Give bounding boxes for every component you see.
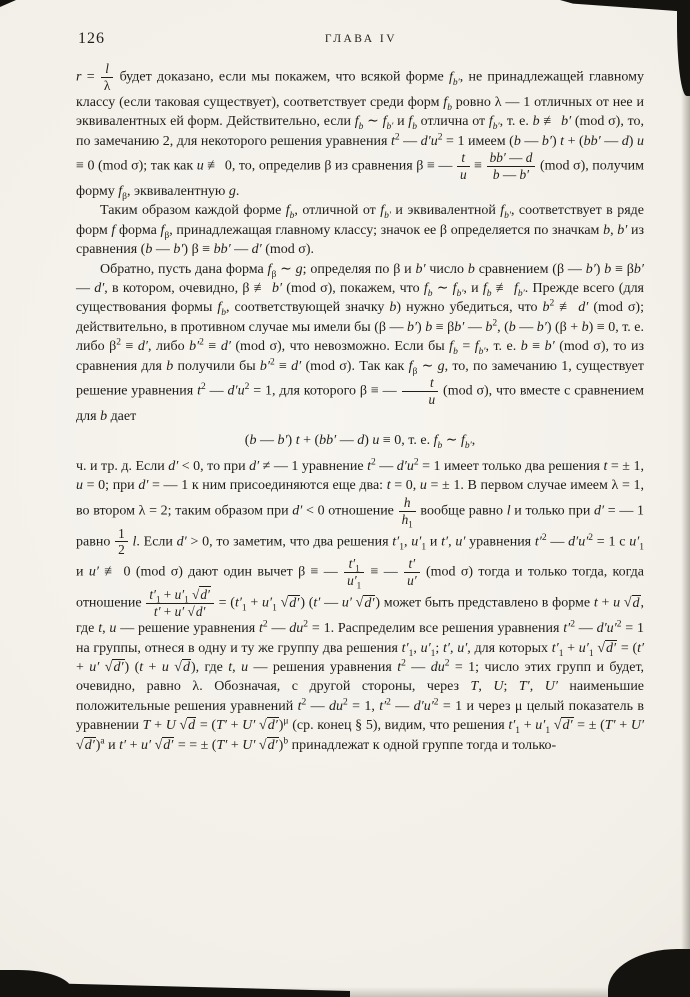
scan-artifact-top-right-band [560, 0, 690, 12]
scan-artifact-top-left [0, 0, 16, 7]
scan-artifact-bottom-right [608, 949, 690, 997]
paragraph-2: Таким образом каждой форме $f_b$, отличной от $f_{b'}$ и эквивалентной $f_{b'}$, соответствует в ряде форм f форма $f_\beta$, принадлежащая главному классу; значок ее β определяется по значкам b, b′ из сравнения (b — b′) β ≡ bb′ — d′ (mod σ). [76, 203, 645, 258]
page-edge-shadow-right [681, 0, 690, 997]
scan-artifact-top-right-edge [677, 0, 690, 96]
paragraph-1: r = $\frac{l}{\lambda}$ будет доказано, если мы покажем, что всякой форме $f_{b'}$, не принадлежащей главному классу (если таковая существует), соответствует среди форм $f_b$ ровно λ — 1 отличных от нее и эквивалентных ей форм. Действительно, если $f_b$ ∼ $f_{b'}$ и $f_b$ отлична от $f_{b'}$, т. е. b ≢ b′ (mod σ), то, по замечанию 2, для некоторого решения уравнения $t^2$ — $d'u^2 = 1$ имеем (b — b′) t + (bb′ — d) u ≡ 0 (mod σ); так как u ≢ 0, то, определив β из сравнения β ≡ — $\frac{t}{u}$ ≡ $\frac{bb' — d}{b — b'}$ (mod σ), получим форму $f_\beta$, эквивалентную g. [76, 61, 645, 202]
scan-artifact-bottom-left-corner [0, 970, 72, 997]
page-header [78, 30, 644, 50]
page-number: 126 [78, 30, 105, 47]
paragraph-4: ч. и тр. д. Если d′ < 0, то при d′ ≠ — 1 уравнение $t^2$ — $d'u^2 = 1$ имеет только два решения t = ± 1, u = 0; при d′ = — 1 к ним присоединяются еще два: t = 0, u = ± 1. В первом случае имеем λ = 1, во втором λ = 2; таким образом при d′ < 0 отношение $\frac{h}{h_1}$ вообще равно l и только при d′ = — 1 равно $\frac{1}{2}$ l. Если d′ > 0, то заметим, что два решения $t'_1$, $u'_1$ и t′, u′ уравнения $t'^2$ — $d'u'^2 = 1$ с $u'_1$ и u′ ≢ 0 (mod σ) дают один вычет β ≡ — $\frac{t'_1}{u'_1}$ ≡ — $\frac{t'}{u'}$ (mod σ) тогда и только тогда, когда отношение $\frac{t'_1 + u'_1 √d'}{t' + u' √d'}$ = ($t'_1 + u'_1$ √d′) (t′ — u′ √d′) может быть представлено в форме t + u √d, где t, u — решение уравнения $t^2$ — $du^2 = 1$. Распределим все решения уравнения $t'^2$ — $d'u'^2 = 1$ на группы, отнеся в одну и ту же группу два решения $t'_1$, $u'_1$; t′, u′, для которых $t'_1 + u'_1$ √d′ = (t′ + u′ √d′) (t + u √d), где t, u — решения уравнения $t^2$ — $du^2 = 1$; число этих групп и будет, очевидно, равно λ. Обозначая, с другой стороны, через T, U; T′, U′ наименьшие положительные решения уравнений $t^2$ — $du^2 = 1$, $t'^2$ — $d'u'^2 = 1$ и через μ целый показатель в уравнении T + U √d = (T′ + U′ √d′)$^\mu$ (ср. конец § 5), видим, что решения $t'_1 + u'_1$ √d′ = ± (T′ + U′ √d′)$^a$ и t′ + u′ √d′ = = ± (T′ + U′ √d′)$^b$ принадлежат к одной группе тогда и только- [76, 457, 645, 753]
text-column [76, 62, 644, 755]
display-formula: (b — b′) t + (bb′ — d) u ≡ 0, т. е. $f_b$ ∼ $f_{b'}$, [244, 433, 476, 452]
paragraph-3: Обратно, пусть дана форма $f_\beta$ ∼ g; определяя по β и b′ число b сравнением (β — b′) b ≡ βb′ — d′, в котором, очевидно, β ≢ b′ (mod σ), покажем, что $f_b$ ∼ $f_{b'}$, и $f_b$ ≢ $f_{b'}$. Прежде всего (для существования формы $f_b$, соответствующей значку b) нужно убедиться, что $b^2$ ≢ d′ (mod σ); действительно, в противном случае мы имели бы (β — b′) b ≡ βb′ — $b^2$, (b — b′) (β + b) ≡ 0, т. е. либо $\beta^2 \equiv d'$, либо $b'^2 \equiv d'$ (mod σ), что невозможно. Если бы $f_b = f_{b'}$, т. е. b ≡ b′ (mod σ), то из сравнения для b получили бы $b'^2 \equiv d'$ (mod σ). Так как $f_\beta$ ∼ g, то, по замечанию 1, существует решение уравнения $t^2$ — $d'u^2 = 1$, для которого β ≡ — $\frac{t}{u}$ (mod σ), что вместе с сравнением для b дает [76, 261, 645, 424]
chapter-title: ГЛАВА IV [324, 33, 398, 45]
